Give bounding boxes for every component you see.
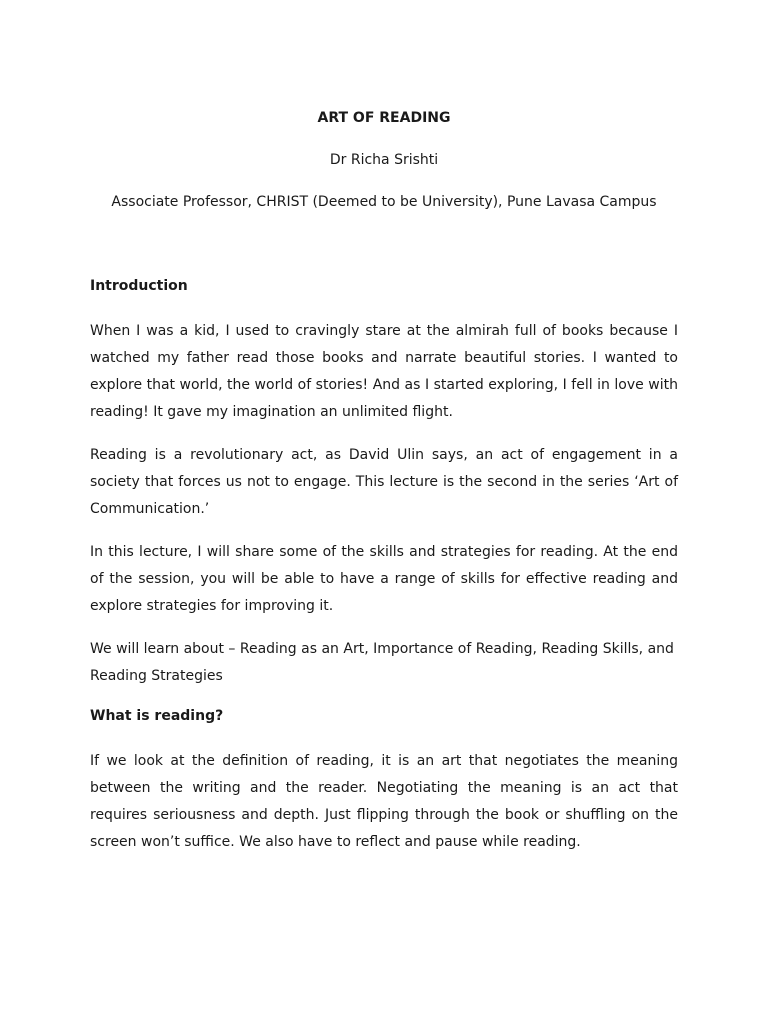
document-author: Dr Richa Srishti	[329, 152, 439, 168]
paragraph: Reading is a revolutionary act, as David Ulin says, an act of engagement in a society that forces us not to engage. This lecture is the second in the series ‘Art of Communication.’	[90, 447, 678, 517]
document-page	[90, 108, 678, 856]
paragraph: If we look at the definition of reading, it is an art that negotiates the meaning between the writing and the reader. Negotiating the meaning is an act that requires seriousness and depth. Just flipping through the book or shuffling on the screen won’t suffice. We also have to reflect and pause while reading.	[90, 753, 678, 850]
document-title: ART OF READING	[317, 110, 451, 126]
paragraph: In this lecture, I will share some of the skills and strategies for reading. At the end of the session, you will be able to have a range of skills for effective reading and explore strategies for improving it.	[90, 544, 678, 614]
document-affiliation: Associate Professor, CHRIST (Deemed to be University), Pune Lavasa Campus	[111, 194, 657, 210]
section-heading: What is reading?	[90, 708, 224, 724]
paragraph: When I was a kid, I used to cravingly stare at the almirah full of books because I watched my father read those books and narrate beautiful stories. I wanted to explore that world, the world of stories! And as I started exploring, I fell in love with reading! It gave my imagination an unlimited flight.	[90, 323, 678, 420]
section-introduction	[90, 276, 678, 690]
section-what-is-reading	[90, 706, 678, 856]
section-heading: Introduction	[90, 278, 188, 294]
paragraph: We will learn about – Reading as an Art, Importance of Reading, Reading Skills, and Reading Strategies	[90, 641, 674, 684]
